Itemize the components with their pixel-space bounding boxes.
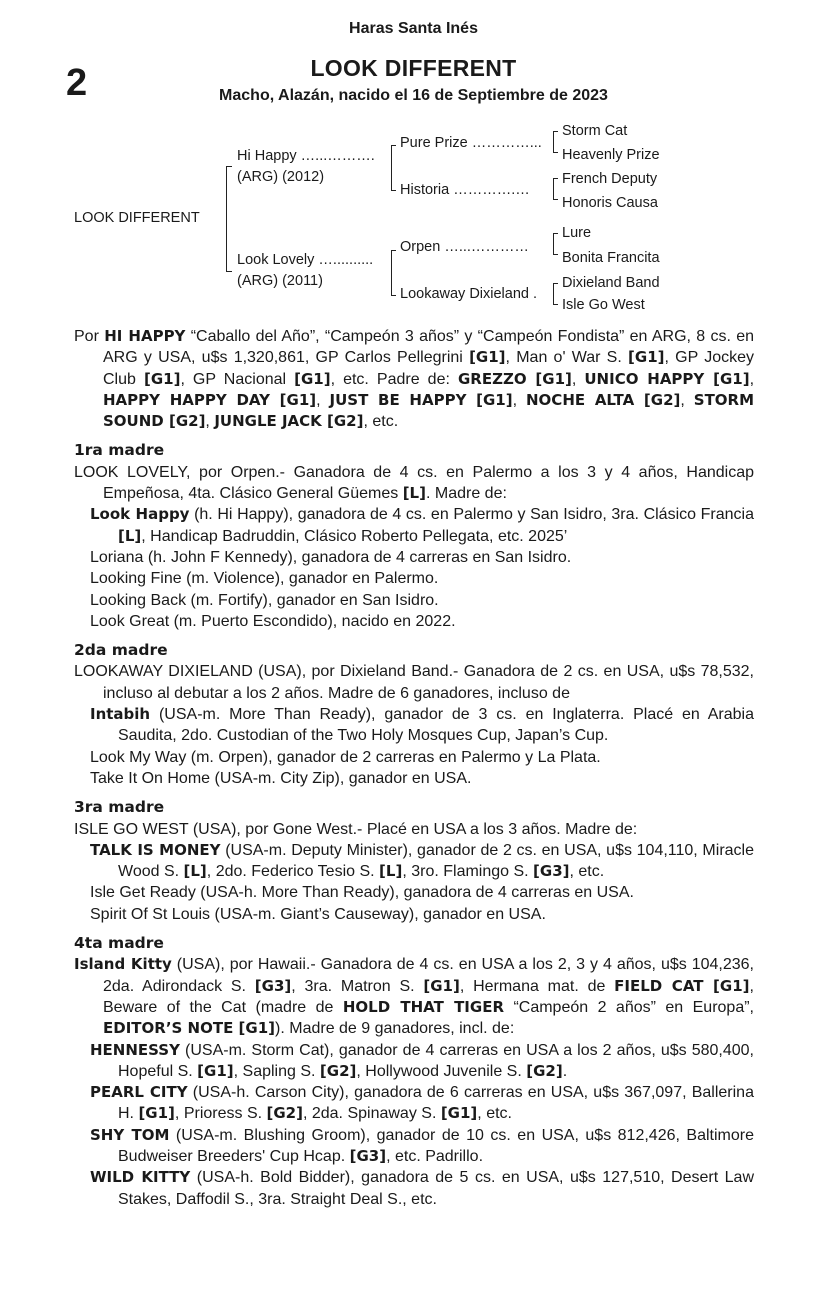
offspring-entry bbox=[90, 747, 754, 768]
pedigree-gen3-8: Isle Go West bbox=[562, 297, 645, 313]
bold-text: GREZZO [G1] bbox=[457, 369, 572, 388]
pedigree-gen3-1: Storm Cat bbox=[562, 123, 628, 139]
text-run: , bbox=[571, 370, 585, 388]
text-run: (USA-m. Storm Cat), ganador de 4 carreras en USA a los 2 años, u$s 580,400, Hopeful S. bbox=[118, 1041, 754, 1080]
text-run: , 3ro. Flamingo S. bbox=[402, 863, 534, 881]
text-run: , Prioress S. bbox=[174, 1105, 267, 1123]
bold-text: JUST BE HAPPY [G1] bbox=[329, 390, 513, 409]
bold-text: UNICO HAPPY [G1] bbox=[584, 369, 750, 388]
text-run: LOOK LOVELY, por Orpen.- Ganadora de 4 cs. en Palermo a los 3 y 4 años, Handicap Empeñosa, 4ta. Clásico General Güemes bbox=[74, 463, 754, 503]
bold-text: NOCHE ALTA [G2] bbox=[526, 390, 681, 409]
madre-description bbox=[74, 954, 754, 1039]
text-run: Take It On Home (USA-m. City Zip), ganador en USA. bbox=[90, 769, 472, 787]
text-run: (USA-m. More Than Ready), ganador de 3 cs. en Inglaterra. Placé en Arabia Saudita, 2do. Custodian of the Two Holy Mosques Cup, Japan’s Cup. bbox=[118, 706, 754, 745]
bold-text: [G3] bbox=[254, 976, 292, 995]
madre-heading: 1ra madre bbox=[74, 441, 165, 460]
text-run: (USA-m. Blushing Groom), ganador de 10 cs. en USA, u$s 812,426, Baltimore Budweiser Breeders' Cup Hcap. bbox=[118, 1126, 754, 1165]
offspring-entry bbox=[90, 704, 754, 747]
pedigree-dam: Look Lovely ….......... bbox=[237, 252, 374, 268]
text-run: , GP Nacional bbox=[180, 370, 295, 388]
text-run: , bbox=[316, 391, 330, 409]
bold-text: EDITOR’S NOTE [G1] bbox=[103, 1019, 276, 1038]
text-run: , Man o' War S. bbox=[505, 349, 629, 367]
text-run: , Hermana mat. de bbox=[459, 977, 615, 995]
madre-description bbox=[74, 661, 754, 704]
pedigree-bracket bbox=[553, 152, 558, 153]
pedigree-bracket bbox=[391, 250, 392, 296]
text-run: , bbox=[205, 413, 215, 431]
bold-text: FIELD CAT [G1] bbox=[614, 976, 750, 995]
pedigree-bracket bbox=[391, 250, 396, 251]
offspring-entry bbox=[90, 1125, 754, 1168]
madre-heading: 3ra madre bbox=[74, 798, 165, 817]
text-run: Look Great (m. Puerto Escondido), nacido en 2022. bbox=[90, 612, 456, 630]
madre-description bbox=[74, 462, 754, 505]
horse-subtitle: Macho, Alazán, nacido el 16 de Septiembre de 2023 bbox=[219, 87, 608, 104]
text-run: , etc. bbox=[569, 863, 605, 881]
sire-paragraph bbox=[74, 326, 754, 432]
text-run: ISLE GO WEST (USA), por Gone West.- Placé en USA a los 3 años. Madre de: bbox=[74, 820, 638, 838]
bold-text: [G1] bbox=[197, 1061, 234, 1080]
catalog-body bbox=[74, 326, 754, 1210]
text-run: , 2da. Spinaway S. bbox=[302, 1105, 441, 1123]
bold-text: HAPPY HAPPY DAY [G1] bbox=[103, 390, 317, 409]
pedigree-bracket bbox=[553, 254, 558, 255]
text-run: Isle Get Ready (USA-h. More Than Ready), ganadora de 4 carreras en USA. bbox=[90, 884, 634, 902]
offspring-entry bbox=[90, 590, 754, 611]
bold-text: PEARL CITY bbox=[90, 1083, 188, 1102]
pedigree-sire-sire: Pure Prize …………... bbox=[400, 135, 542, 151]
text-run: Loriana (h. John F Kennedy), ganadora de 4 carreras en San Isidro. bbox=[90, 548, 572, 566]
text-run: LOOKAWAY DIXIELAND (USA), por Dixieland Band.- Ganadora de 2 cs. en USA, u$s 78,532, incluso al debutar a los 2 años. Madre de 6 ganadores, incluso de bbox=[74, 663, 754, 702]
text-run: , Sapling S. bbox=[233, 1062, 320, 1080]
pedigree-bracket bbox=[391, 190, 396, 191]
text-run: . Madre de: bbox=[425, 485, 507, 503]
text-run: , etc. bbox=[363, 413, 399, 431]
text-run: , Hollywood Juvenile S. bbox=[356, 1062, 527, 1080]
offspring-entry bbox=[90, 504, 754, 547]
text-run: , GP Jockey Club bbox=[103, 349, 755, 388]
pedigree-bracket bbox=[553, 283, 554, 305]
bold-text: [L] bbox=[183, 862, 207, 881]
text-run: Spirit Of St Louis (USA-m. Giant’s Causeway), ganador en USA. bbox=[90, 905, 546, 923]
pedigree-bracket bbox=[553, 304, 558, 305]
pedigree-bracket bbox=[391, 295, 396, 296]
bold-text: [G1] bbox=[423, 976, 460, 995]
bold-text: WILD KITTY bbox=[90, 1168, 191, 1187]
pedigree-bracket bbox=[226, 166, 227, 272]
bold-text: [L] bbox=[402, 484, 426, 503]
text-run: , 2do. Federico Tesio S. bbox=[206, 863, 380, 881]
bold-text: [G1] bbox=[628, 348, 665, 367]
pedigree-bracket bbox=[391, 145, 392, 191]
bold-text: [G2] bbox=[319, 1061, 357, 1080]
text-run: , Beware of the Cat (madre de bbox=[103, 977, 754, 1016]
bold-text: JUNGLE JACK [G2] bbox=[214, 412, 364, 431]
text-run: . bbox=[562, 1062, 568, 1080]
pedigree-bracket bbox=[226, 166, 232, 167]
text-run: , bbox=[512, 391, 526, 409]
pedigree-gen3-7: Dixieland Band bbox=[562, 275, 660, 291]
pedigree-dam-sire: Orpen …...………… bbox=[400, 239, 529, 255]
bold-text: [G1] bbox=[138, 1104, 175, 1123]
madre-heading: 2da madre bbox=[74, 641, 168, 660]
pedigree-gen3-3: French Deputy bbox=[562, 171, 658, 187]
bold-text: [G1] bbox=[294, 369, 331, 388]
text-run: , bbox=[680, 391, 694, 409]
text-run: , etc. Padrillo. bbox=[386, 1147, 484, 1165]
pedigree-bracket bbox=[391, 145, 396, 146]
pedigree-gen3-2: Heavenly Prize bbox=[562, 147, 660, 163]
bold-text: [G2] bbox=[266, 1104, 303, 1123]
text-run: (USA-h. Bold Bidder), ganadora de 5 cs. en USA, u$s 127,510, Desert Law Stakes, Daffodil S., 3ra. Straight Deal S., etc. bbox=[118, 1169, 755, 1208]
pedigree-sire: Hi Happy …...………. bbox=[237, 148, 375, 164]
pedigree-bracket bbox=[553, 199, 558, 200]
text-run: , etc. bbox=[477, 1105, 512, 1123]
text-run: , Handicap Badruddin, Clásico Roberto Pellegata, etc. 2025’ bbox=[141, 527, 568, 545]
offspring-entry bbox=[90, 1040, 754, 1083]
madre-description bbox=[74, 819, 754, 840]
madres-section bbox=[74, 440, 754, 1209]
text-run: ). Madre de 9 ganadores, incl. de: bbox=[275, 1020, 515, 1038]
offspring-entry bbox=[90, 1082, 754, 1125]
bold-text: Island Kitty bbox=[74, 955, 172, 974]
text-run: , bbox=[749, 370, 755, 388]
text-run: , etc. Padre de: bbox=[330, 370, 458, 388]
text-run: Looking Back (m. Fortify), ganador en San Isidro. bbox=[90, 591, 439, 609]
bold-text: [G3] bbox=[533, 862, 570, 881]
pedigree-gen3-4: Honoris Causa bbox=[562, 195, 658, 211]
bold-text: HOLD THAT TIGER bbox=[342, 997, 504, 1016]
offspring-entry bbox=[90, 882, 754, 903]
text-run: “Campeón 2 años” en Europa”, bbox=[504, 998, 754, 1016]
madre-heading: 4ta madre bbox=[74, 934, 164, 953]
horse-name: LOOK DIFFERENT bbox=[310, 55, 517, 81]
text-run: Look My Way (m. Orpen), ganador de 2 carreras en Palermo y La Plata. bbox=[90, 748, 601, 766]
offspring-entry bbox=[90, 611, 754, 632]
bold-text: [G1] bbox=[440, 1104, 478, 1123]
pedigree-bracket bbox=[553, 233, 558, 234]
bold-text: Intabih bbox=[90, 705, 151, 724]
bold-text: Look Happy bbox=[90, 505, 190, 524]
pedigree-gen3-5: Lure bbox=[562, 225, 592, 241]
bold-text: TALK IS MONEY bbox=[90, 840, 221, 859]
bold-text: [G1] bbox=[143, 369, 181, 388]
pedigree-dam-origin: (ARG) (2011) bbox=[237, 273, 323, 289]
pedigree-sire-dam: Historia ………….… bbox=[400, 182, 530, 198]
pedigree-bracket bbox=[553, 283, 558, 284]
pedigree-gen3-6: Bonita Francita bbox=[562, 250, 660, 266]
pedigree-bracket bbox=[226, 271, 232, 272]
pedigree-bracket bbox=[553, 131, 558, 132]
text-run: , 3ra. Matron S. bbox=[291, 977, 424, 995]
bold-text: HENNESSY bbox=[90, 1040, 180, 1059]
bold-text: [L] bbox=[379, 862, 403, 881]
offspring-entry bbox=[90, 547, 754, 568]
text-run: (USA-h. Carson City), ganadora de 6 carreras en USA, u$s 367,097, Ballerina H. bbox=[118, 1084, 754, 1123]
offspring-entry bbox=[90, 1167, 754, 1210]
bold-text: [G3] bbox=[349, 1146, 387, 1165]
offspring-entry bbox=[90, 840, 754, 883]
offspring-entry bbox=[90, 768, 754, 789]
pedigree-bracket bbox=[553, 178, 554, 200]
text-run: “Caballo del Año”, “Campeón 3 años” y “Campeón Fondista” en ARG, 8 cs. en ARG y USA, u$s 1,320,861, GP Carlos Pellegrini bbox=[103, 328, 755, 367]
pedigree-dam-dam: Lookaway Dixieland . bbox=[400, 286, 538, 302]
bold-text: SHY TOM bbox=[90, 1125, 170, 1144]
text-run: (USA), por Hawaii.- Ganadora de 4 cs. en USA a los 2, 3 y 4 años, u$s 104,236, 2da. Adirondack S. bbox=[103, 956, 755, 995]
lot-number: 2 bbox=[66, 62, 88, 104]
text-run: Looking Fine (m. Violence), ganador en Palermo. bbox=[90, 570, 439, 588]
haras-name: Haras Santa Inés bbox=[349, 20, 478, 37]
offspring-entry bbox=[90, 568, 754, 589]
text-run: Por bbox=[74, 328, 105, 345]
bold-text: [G1] bbox=[469, 348, 506, 367]
text-run: (USA-m. Deputy Minister), ganador de 2 cs. en USA, u$s 104,110, Miracle Wood S. bbox=[118, 841, 754, 881]
pedigree-bracket bbox=[553, 131, 554, 153]
bold-text: HI HAPPY bbox=[104, 327, 186, 345]
pedigree-bracket bbox=[553, 178, 558, 179]
pedigree-sire-origin: (ARG) (2012) bbox=[237, 169, 325, 185]
bold-text: [L] bbox=[118, 526, 142, 545]
text-run: (h. Hi Happy), ganadora de 4 cs. en Palermo y San Isidro, 3ra. Clásico Francia bbox=[189, 506, 754, 524]
pedigree-subject: LOOK DIFFERENT bbox=[74, 210, 200, 226]
bold-text: STORM SOUND [G2] bbox=[103, 390, 755, 431]
bold-text: [G2] bbox=[526, 1061, 563, 1080]
offspring-entry bbox=[90, 904, 754, 925]
pedigree-bracket bbox=[553, 233, 554, 255]
